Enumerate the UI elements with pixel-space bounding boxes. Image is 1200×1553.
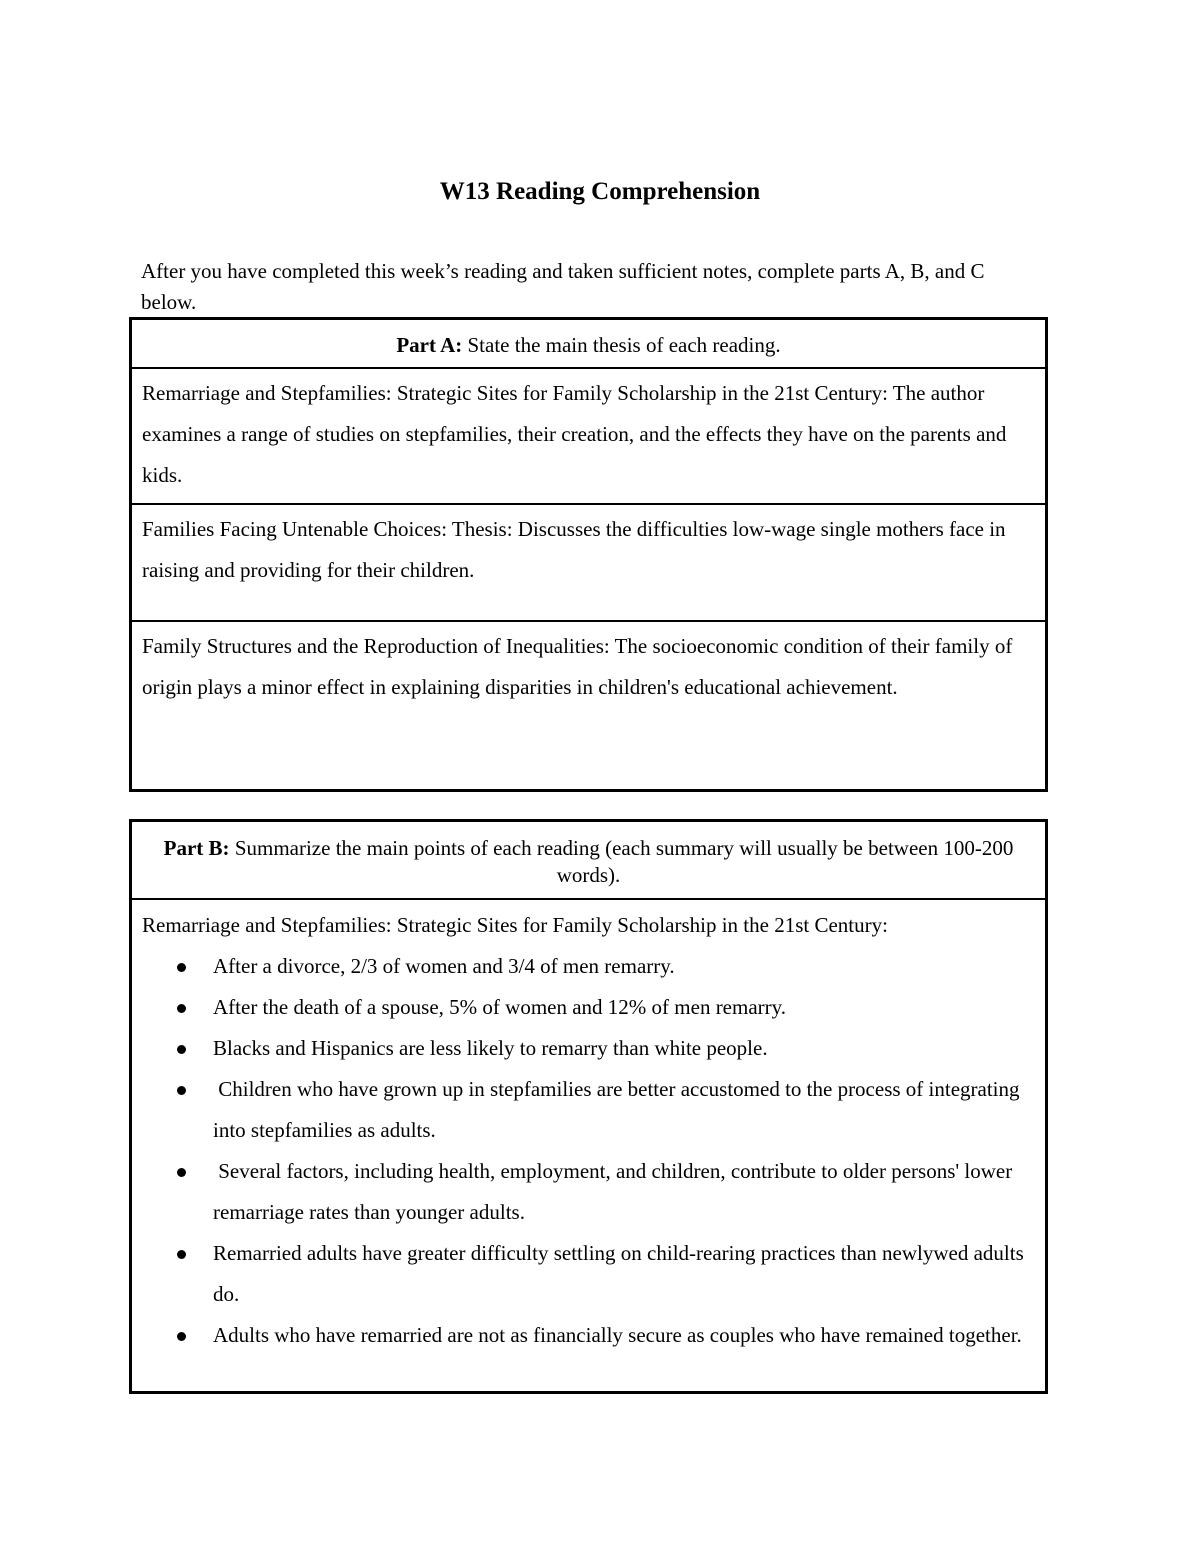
- part-b-reading-title: Remarriage and Stepfamilies: Strategic Sites for Family Scholarship in the 21st Century:: [142, 913, 888, 937]
- part-b-row-1: [132, 900, 1045, 1356]
- list-item: [142, 946, 1033, 987]
- bullet-icon: [177, 1004, 186, 1013]
- document-title: W13 Reading Comprehension: [439, 178, 761, 205]
- part-a-instruction: State the main thesis of each reading.: [462, 333, 781, 357]
- part-b-table: [129, 819, 1048, 1394]
- intro-paragraph: After you have completed this week’s reading and taken sufficient notes, complete parts A, B, and C below.: [141, 259, 985, 314]
- bullet-icon: [177, 1332, 186, 1341]
- list-item: [142, 1233, 1033, 1315]
- part-b-label: Part B:: [163, 836, 230, 860]
- part-a-row-3: Family Structures and the Reproduction of Inequalities: The socioeconomic condition of their family of origin plays a minor effect in explaining disparities in children's educational achievement.: [142, 634, 1013, 699]
- bullet-icon: [177, 1086, 186, 1095]
- bullet-text: Adults who have remarried are not as financially secure as couples who have remained together.: [213, 1323, 1022, 1347]
- list-item: [142, 1315, 1033, 1356]
- list-item: [142, 1028, 1033, 1069]
- part-a-table: [129, 317, 1048, 792]
- bullet-text: Children who have grown up in stepfamilies are better accustomed to the process of integrating into stepfamilies as adults.: [213, 1077, 1025, 1142]
- part-a-row-1: Remarriage and Stepfamilies: Strategic Sites for Family Scholarship in the 21st Century: The author examines a range of studies on stepfamilies, their creation, and the effects they have on the parents and kids.: [132, 369, 1045, 505]
- part-a-row-2: Families Facing Untenable Choices: Thesis: Discusses the difficulties low-wage single mothers face in raising and providing for their children.: [132, 505, 1045, 622]
- part-b-bullet-list: [142, 946, 1033, 1356]
- bullet-text: Several factors, including health, employment, and children, contribute to older persons' lower remarriage rates than younger adults.: [213, 1159, 1018, 1224]
- list-item: [142, 1151, 1033, 1233]
- bullet-icon: [177, 963, 186, 972]
- list-item: [142, 1069, 1033, 1151]
- bullet-icon: [177, 1168, 186, 1177]
- bullet-icon: [177, 1250, 186, 1259]
- part-a-header: [132, 320, 1045, 369]
- part-b-header: [132, 822, 1045, 900]
- bullet-icon: [177, 1045, 186, 1054]
- part-a-label: Part A:: [396, 333, 463, 357]
- bullet-text: After a divorce, 2/3 of women and 3/4 of men remarry.: [213, 954, 675, 978]
- part-b-instruction: Summarize the main points of each reading (each summary will usually be between 100-200 words).: [229, 836, 1014, 887]
- bullet-text: After the death of a spouse, 5% of women and 12% of men remarry.: [213, 995, 787, 1019]
- list-item: [142, 987, 1033, 1028]
- bullet-text: Remarried adults have greater difficulty settling on child-rearing practices than newlywed adults do.: [213, 1241, 1024, 1306]
- bullet-text: Blacks and Hispanics are less likely to remarry than white people.: [213, 1036, 768, 1060]
